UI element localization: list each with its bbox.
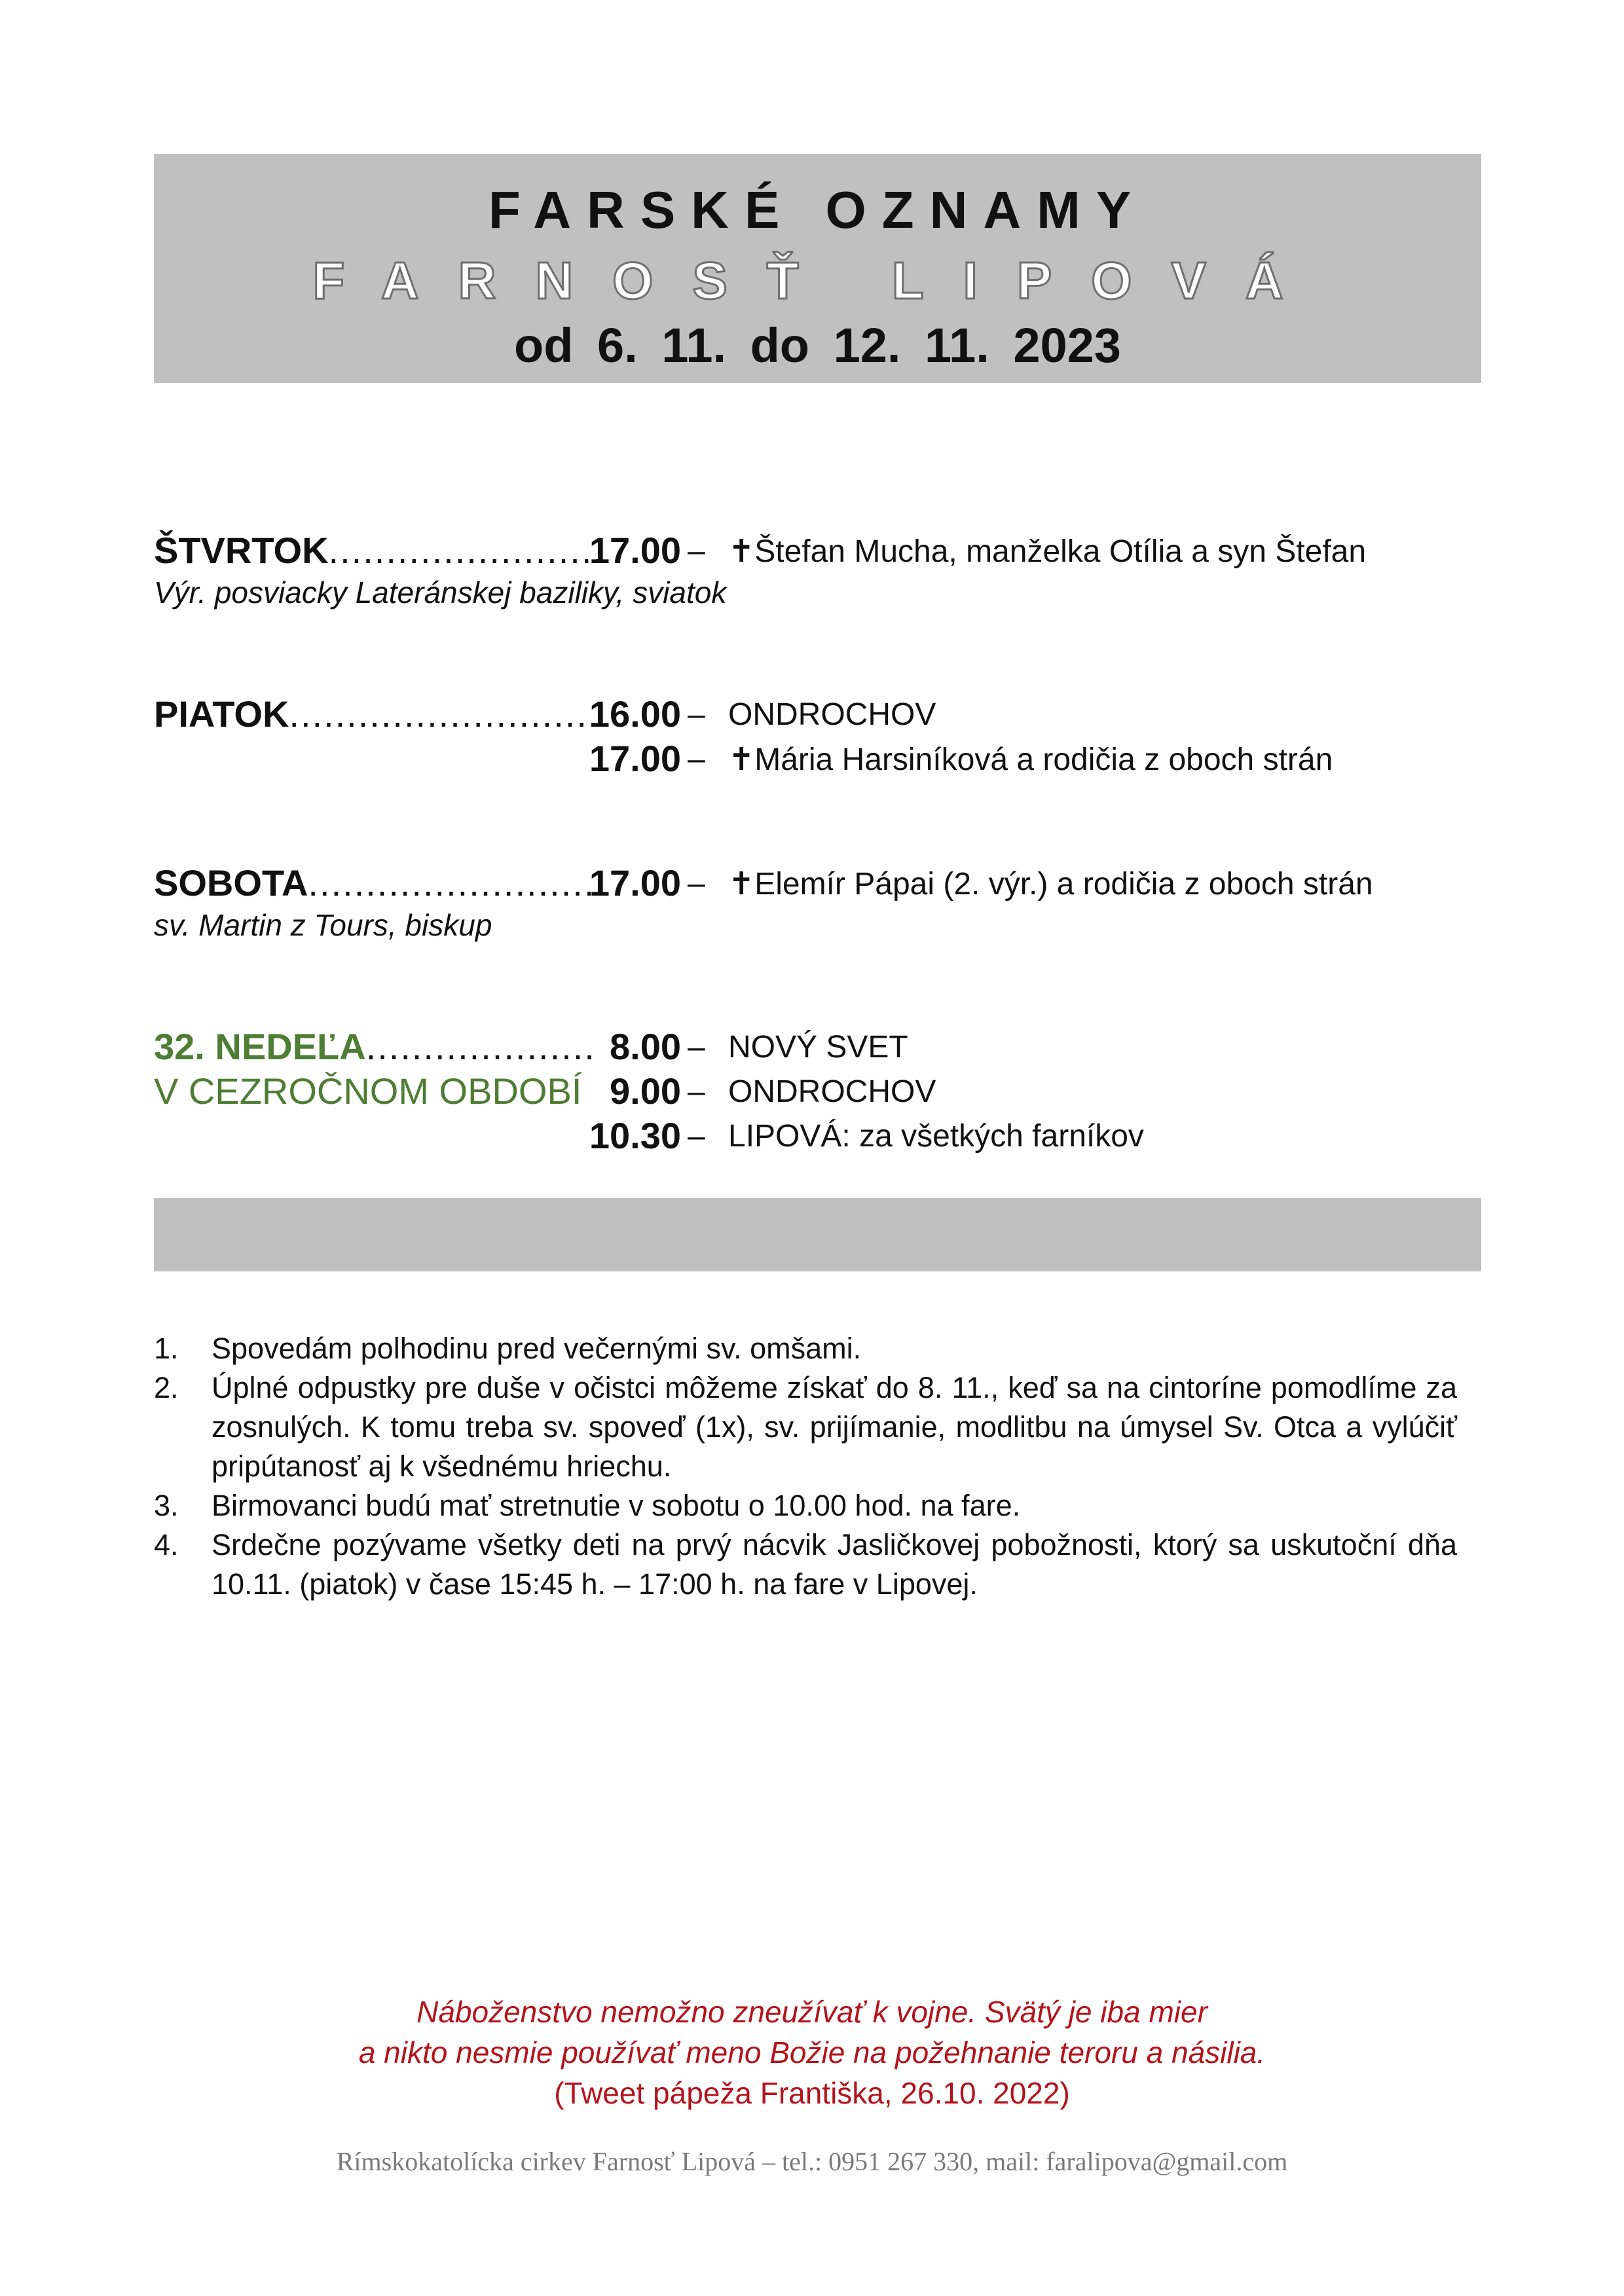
day-thursday (154, 529, 604, 572)
item-text: Birmovanci budú mať stretnutie v sobotu o 10.00 hod. na fare. (212, 1489, 1021, 1522)
item-number: 4. (154, 1528, 179, 1561)
footer-contact: Rímskokatolícka cirkev Farnosť Lipová – tel.: 0951 267 330, mail: faralipova@gmail.com (336, 2147, 1288, 2176)
quote-line-1: Náboženstvo nemožno zneužívať k vojne. Svätý je iba mier (416, 1995, 1208, 2029)
mass-location: NOVÝ SVET (728, 1030, 908, 1065)
leader-dots: .................... (365, 1026, 596, 1067)
mass-intention: ✝Elemír Pápai (2. výr.) a rodičia z oboch strán (728, 867, 1373, 902)
day-label: ŠTVRTOK (154, 530, 329, 571)
item-number: 3. (154, 1489, 179, 1522)
list-item (154, 1329, 1457, 1368)
date-range: od 6. 11. do 12. 11. 2023 (514, 318, 1121, 373)
announcements-list (154, 1329, 1457, 1604)
dash: – (688, 1074, 705, 1109)
leader-dots: ........................... (289, 693, 600, 735)
parish-name: FARNOSŤ LIPOVÁ (312, 251, 1323, 310)
quote-source: (Tweet pápeža Františka, 26.10. 2022) (554, 2076, 1070, 2110)
day-saturday (154, 862, 607, 904)
day-label: PIATOK (154, 693, 289, 735)
mass-time: 16.00 (589, 693, 681, 735)
dash: – (688, 1119, 705, 1154)
dash: – (688, 1030, 705, 1065)
item-number: 2. (154, 1371, 179, 1404)
mass-time: 17.00 (589, 862, 681, 903)
dash: – (688, 742, 705, 776)
mass-time: 9.00 (610, 1070, 681, 1112)
item-text: Srdečne pozývame všetky deti na prvý nácvik Jasličkovej pobožnosti, ktorý sa uskutoční dňa 10.11. (piatok) v čase 15:45 h. – 17:00 h. na fare v Lipovej. (212, 1528, 1457, 1601)
list-item (154, 1486, 1457, 1525)
liturgical-season: V CEZROČNOM OBDOBÍ (154, 1070, 582, 1112)
quote-line-2: a nikto nesmie používať meno Božie na požehnanie teroru a násilia. (358, 2035, 1266, 2069)
item-text: Spovedám polhodinu pred večernými sv. omšami. (212, 1332, 862, 1365)
day-label: 32. NEDEĽA (154, 1026, 366, 1067)
separator-bar (154, 1198, 1481, 1271)
list-item (154, 1368, 1457, 1486)
header-banner (154, 154, 1481, 383)
leader-dots: .......................... (308, 862, 607, 903)
dash: – (688, 697, 705, 732)
dash: – (688, 866, 705, 901)
mass-time: 17.00 (589, 530, 681, 571)
day-label: SOBOTA (154, 862, 308, 903)
mass-intention: ✝Mária Harsiníková a rodičia z oboch strán (728, 742, 1333, 777)
item-text: Úplné odpustky pre duše v očistci môžeme získať do 8. 11., keď sa na cintoríne pomodlíme za zosnulých. K tomu treba sv. spoveď (1x), sv. prijímanie, modlitbu na úmysel Sv. Otca a vylúčiť pripútanosť aj k všednému hriechu. (212, 1371, 1457, 1483)
mass-intention: ✝Štefan Mucha, manželka Otília a syn Štefan (728, 534, 1367, 569)
mass-location: ONDROCHOV (728, 1074, 936, 1109)
dash: – (688, 534, 705, 568)
feast-note: Výr. posviacky Lateránskej baziliky, sviatok (154, 575, 727, 610)
mass-time: 17.00 (589, 738, 681, 779)
day-friday (154, 693, 599, 735)
leader-dots: ........................ (328, 530, 604, 571)
page-title: FARSKÉ OZNAMY (488, 181, 1147, 239)
mass-location: ONDROCHOV (728, 697, 936, 732)
feast-note: sv. Martin z Tours, biskup (154, 908, 492, 942)
item-number: 1. (154, 1332, 179, 1365)
mass-time: 10.30 (589, 1115, 681, 1156)
mass-intention: LIPOVÁ: za všetkých farníkov (728, 1119, 1144, 1154)
mass-time: 8.00 (610, 1026, 681, 1067)
day-sunday (154, 1025, 596, 1068)
list-item (154, 1525, 1457, 1604)
